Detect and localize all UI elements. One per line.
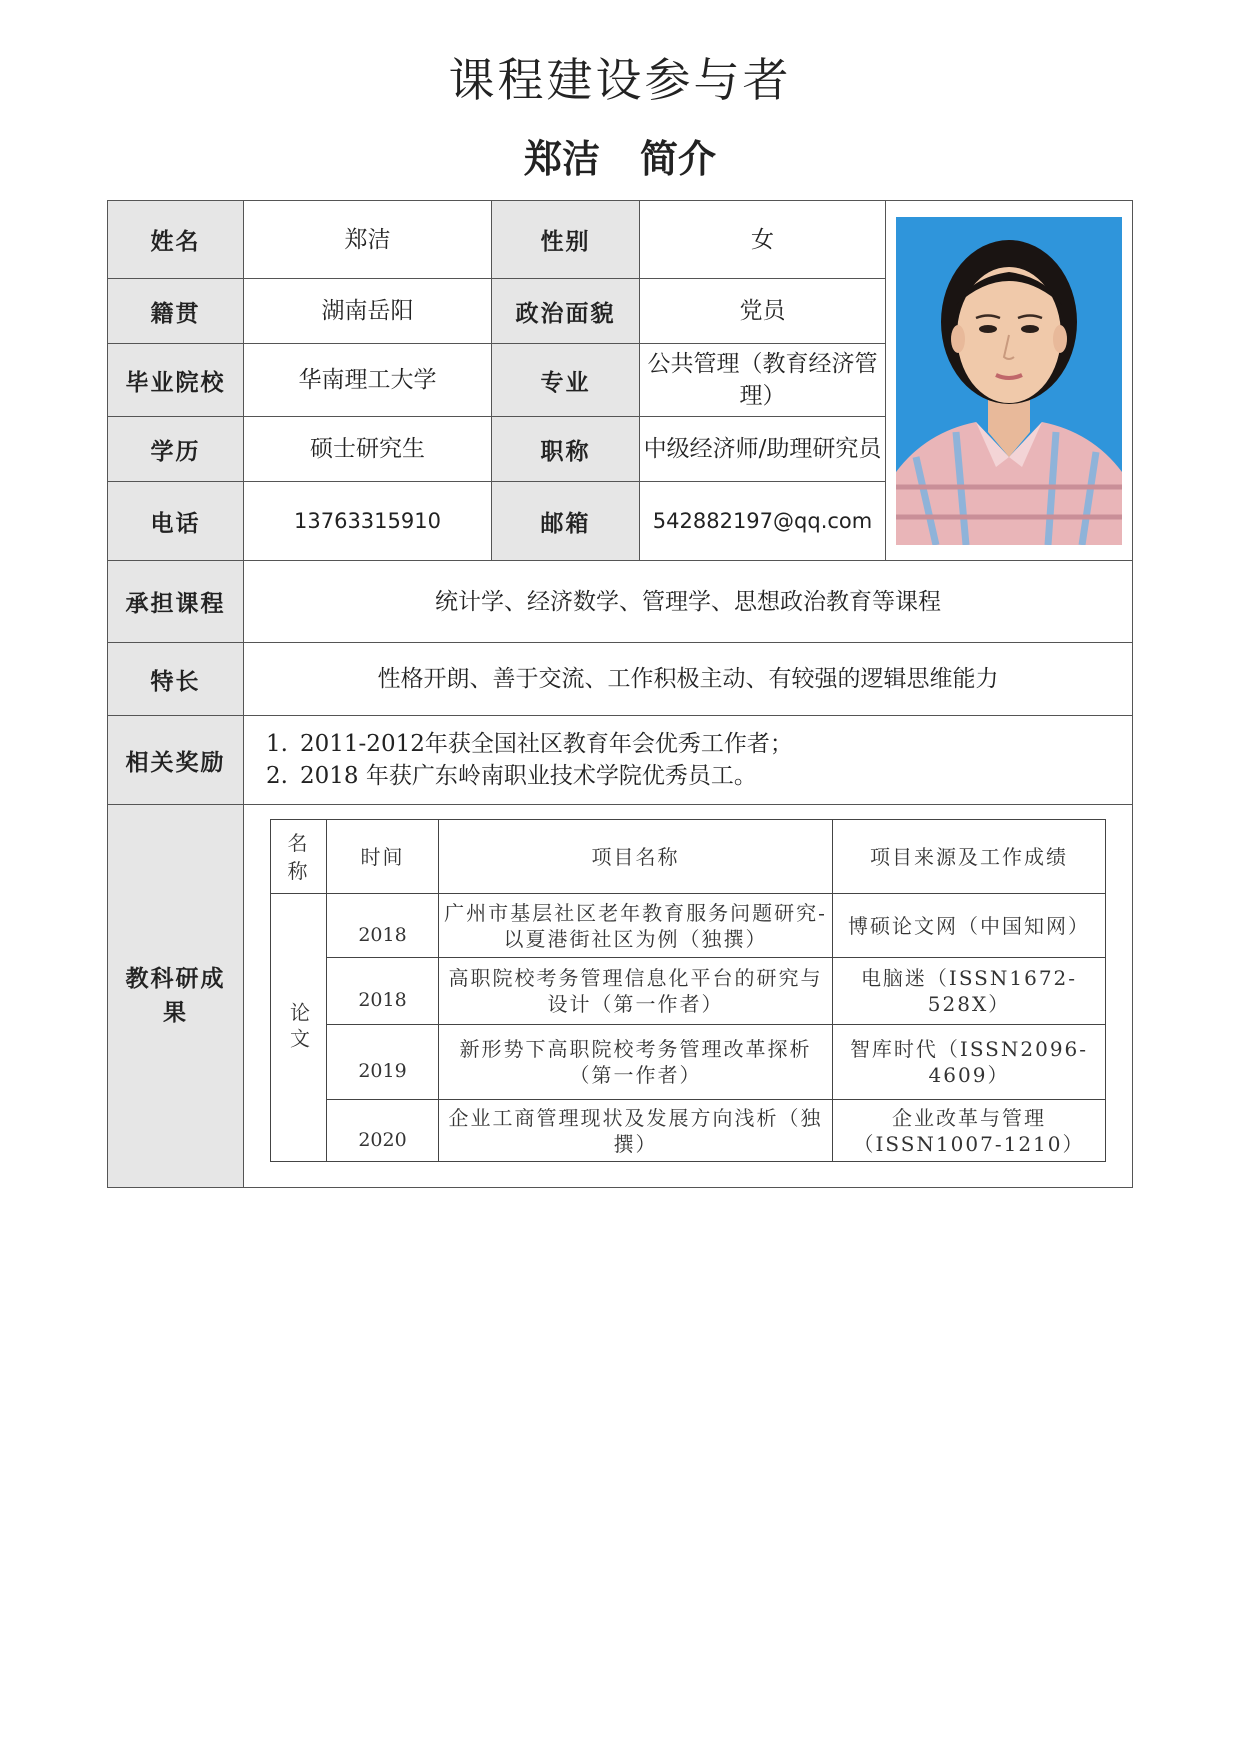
profile-photo (896, 217, 1122, 545)
research-label: 教科研成果 (108, 805, 244, 1188)
row-year: 2019 (327, 1025, 439, 1100)
row-year: 2020 (327, 1100, 439, 1162)
row-project: 广州市基层社区老年教育服务问题研究-以夏港街社区为例（独撰） (439, 894, 833, 958)
email-value: 542882197@qq.com (640, 482, 886, 561)
row-source: 企业改革与管理（ISSN1007-1210） (833, 1100, 1106, 1162)
major-value: 公共管理（教育经济管理） (640, 344, 886, 417)
row-source: 电脑迷（ISSN1672-528X） (833, 958, 1106, 1025)
email-label: 邮箱 (492, 482, 640, 561)
research-cell (244, 805, 1133, 1188)
row-source: 智库时代（ISSN2096-4609） (833, 1025, 1106, 1100)
row-project: 高职院校考务管理信息化平台的研究与设计（第一作者） (439, 958, 833, 1025)
major-label: 专业 (492, 344, 640, 417)
row-year: 2018 (327, 958, 439, 1025)
research-table (270, 819, 1106, 1162)
row-project: 企业工商管理现状及发展方向浅析（独撰） (439, 1100, 833, 1162)
award-item: 1. 2011-2012年获全国社区教育年会优秀工作者； (266, 731, 793, 757)
gender-value: 女 (640, 201, 886, 279)
header-category: 名称 (271, 820, 327, 894)
school-label: 毕业院校 (108, 344, 244, 417)
portrait-image (896, 217, 1122, 545)
profile-table (107, 200, 1133, 1188)
school-value: 华南理工大学 (244, 344, 492, 417)
name-label: 姓名 (108, 201, 244, 279)
header-source: 项目来源及工作成绩 (833, 820, 1106, 894)
awards-list (244, 716, 1133, 805)
row-year: 2018 (327, 894, 439, 958)
political-label: 政治面貌 (492, 279, 640, 344)
hometown-value: 湖南岳阳 (244, 279, 492, 344)
page-subtitle (0, 128, 1240, 183)
subtitle-suffix: 简介 (640, 136, 717, 181)
education-value: 硕士研究生 (244, 417, 492, 482)
title-label: 职称 (492, 417, 640, 482)
name-value: 郑洁 (244, 201, 492, 279)
courses-label: 承担课程 (108, 561, 244, 643)
strengths-value: 性格开朗、善于交流、工作积极主动、有较强的逻辑思维能力 (244, 643, 1133, 716)
gender-label: 性别 (492, 201, 640, 279)
phone-value: 13763315910 (244, 482, 492, 561)
awards-label: 相关奖励 (108, 716, 244, 805)
header-project: 项目名称 (439, 820, 833, 894)
education-label: 学历 (108, 417, 244, 482)
strengths-label: 特长 (108, 643, 244, 716)
row-source: 博硕论文网（中国知网） (833, 894, 1106, 958)
phone-label: 电话 (108, 482, 244, 561)
political-value: 党员 (640, 279, 886, 344)
hometown-label: 籍贯 (108, 279, 244, 344)
subtitle-name: 郑洁 (523, 136, 600, 181)
award-item: 2. 2018 年获广东岭南职业技术学院优秀员工。 (266, 763, 757, 789)
title-value: 中级经济师/助理研究员 (640, 417, 886, 482)
page-title: 课程建设参与者 (448, 53, 792, 107)
category-cell: 论文 (271, 894, 327, 1162)
photo-cell (886, 201, 1133, 561)
courses-value: 统计学、经济数学、管理学、思想政治教育等课程 (244, 561, 1133, 643)
header-time: 时间 (327, 820, 439, 894)
row-project: 新形势下高职院校考务管理改革探析（第一作者） (439, 1025, 833, 1100)
